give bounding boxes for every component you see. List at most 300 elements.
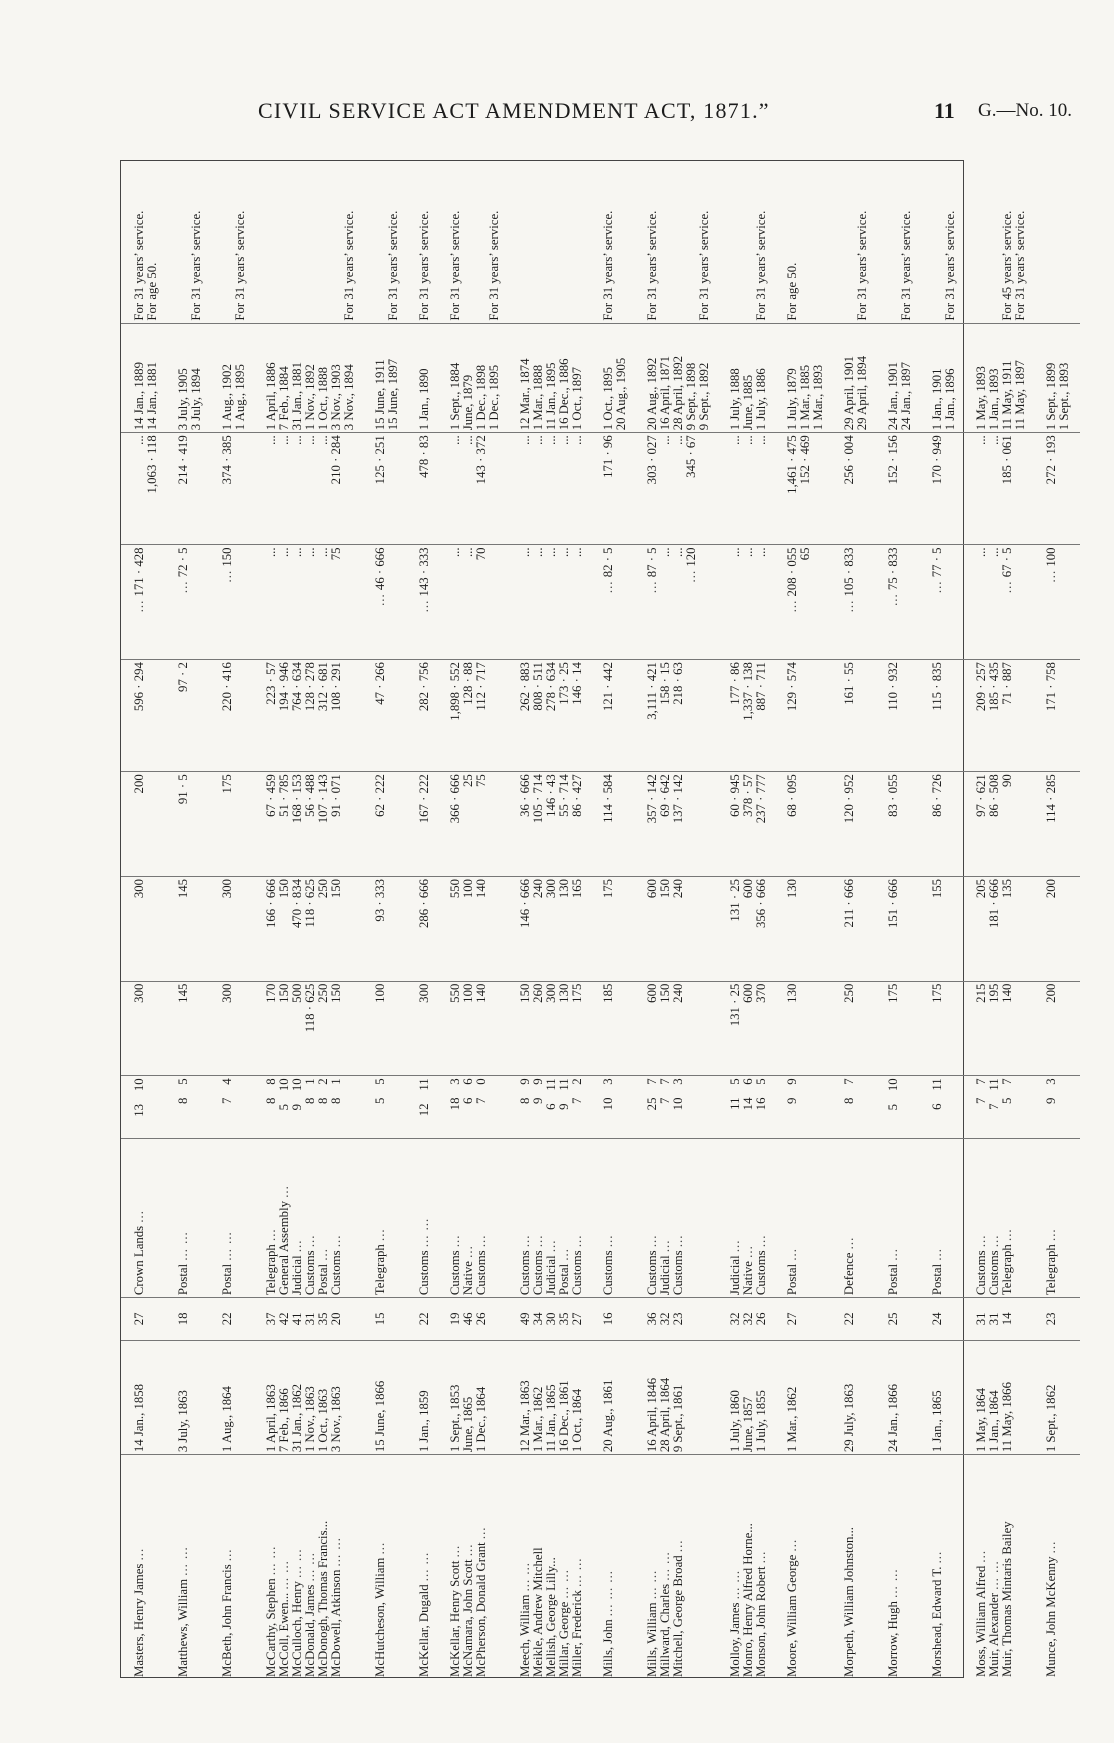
table-line [330, 547, 343, 657]
annuity-cell [409, 545, 440, 660]
age-at-appointment-text: 25 [886, 1312, 900, 1326]
department-cell [168, 1138, 212, 1298]
value-cell [593, 433, 637, 545]
age-at-appointment-cell [212, 1298, 256, 1340]
retirement-date-text: 1 Jan., 1890 [417, 368, 431, 431]
officer-name-text: Mills, John [601, 1619, 615, 1677]
table-line [799, 163, 812, 321]
register-row-group [966, 161, 1036, 1679]
leader-dots: ... [987, 1234, 1001, 1248]
leader-dots: ... [132, 1210, 146, 1223]
value-text: ... [303, 435, 317, 445]
age-at-appointment-text: 32 [658, 1312, 672, 1326]
annuity-text: 105 · 833 [842, 547, 856, 597]
leader-dots: ... ... ... [601, 1569, 615, 1617]
service-months-text: 3 [1044, 1078, 1058, 1085]
table-line [532, 163, 545, 321]
table-line [602, 1457, 615, 1677]
date-of-appointment-cell [878, 1340, 922, 1455]
table-line [488, 1141, 501, 1296]
department-text: Customs [974, 1250, 988, 1296]
table-line [488, 984, 501, 1074]
officer-name-text: Mitchell, George Broad [671, 1555, 685, 1677]
compensation-text: 137 · 142 [671, 774, 685, 824]
average-salary-text: 205 [974, 878, 988, 899]
date-of-appointment-cell [256, 1340, 365, 1455]
average-salary-text: 131 · 25 [728, 878, 742, 922]
compensation-text: 175 [220, 774, 234, 794]
retirement-date-cell [777, 323, 834, 433]
table-line [843, 547, 856, 657]
salary-text: 150 [658, 983, 672, 1003]
table-line [519, 547, 532, 657]
table-line [418, 435, 431, 542]
salary-cell [440, 981, 510, 1076]
table-line [856, 1078, 869, 1135]
table-line [1014, 662, 1027, 769]
table-line [755, 1141, 768, 1296]
leader-dots: ... [645, 1234, 659, 1248]
department-text: Customs [303, 1250, 317, 1296]
table-line [558, 435, 571, 542]
table-line [1058, 435, 1071, 542]
table-line [698, 326, 711, 431]
age-at-appointment-text: 41 [290, 1312, 304, 1326]
table-line [317, 547, 330, 657]
officer-name-text: McNamara, John Scott [461, 1559, 475, 1677]
salary-cell [834, 981, 878, 1076]
compensation-text: 51 · 785 [277, 774, 291, 817]
table-line [698, 1343, 711, 1453]
average-salary-cell [878, 876, 922, 981]
retirement-date-text: 16 April, 1871 [658, 355, 672, 431]
compensation-text: 237 · 777 [754, 774, 768, 824]
table-line [900, 547, 913, 657]
table-line [488, 1300, 501, 1337]
retirement-date-cell [878, 323, 922, 433]
date-of-appointment-text: 1 Sept., 1862 [1044, 1384, 1058, 1453]
contribution-text: 808 · 511 [531, 662, 545, 711]
value-cell [966, 433, 1036, 545]
leader-dots: ... [741, 1245, 755, 1258]
table-line [190, 984, 203, 1074]
table-line [931, 879, 944, 979]
annuity-text: 82 · 5 [601, 547, 615, 578]
salary-text: 175 [570, 983, 584, 1003]
table-line [615, 1343, 628, 1453]
salary-text: 130 [785, 983, 799, 1003]
officer-name-text: Mills, William [645, 1602, 659, 1677]
salary-text: 240 [671, 983, 685, 1003]
retirement-date-text: 1 Mar., 1893 [811, 364, 825, 431]
officer-name-text: Muir, Alexander [987, 1592, 1001, 1677]
table-line [799, 1300, 812, 1337]
table-line [475, 1457, 488, 1677]
register-row-group [510, 161, 593, 1679]
department-text: General Assembly [277, 1200, 291, 1296]
retirement-date-text: 1 Sept., 1899 [1044, 362, 1058, 431]
officer-name-text: McKellar, Dugald [417, 1584, 431, 1677]
leader-dots: ... ... [417, 1217, 431, 1248]
table-line [343, 879, 356, 979]
age-at-appointment-text: 31 [974, 1312, 988, 1326]
leader-dots: ... [474, 1526, 488, 1540]
table-line [944, 984, 957, 1074]
age-at-appointment-text: 32 [741, 1312, 755, 1326]
table-line [1014, 879, 1027, 979]
department-text: Crown Lands [132, 1225, 146, 1296]
table-line [685, 547, 698, 657]
annuity-cell [966, 545, 1036, 660]
value-cell [440, 433, 510, 545]
compensation-text: 91 · 5 [176, 774, 190, 805]
date-of-appointment-text: June, 1857 [741, 1396, 755, 1453]
table-line [1001, 774, 1014, 874]
service-months-text: 6 [461, 1078, 475, 1085]
date-of-appointment-text: 16 Dec., 1861 [557, 1380, 571, 1453]
contribution-text: 115 · 835 [930, 662, 944, 711]
table-line [944, 1141, 957, 1296]
table-line [278, 163, 291, 321]
table-line [887, 547, 900, 657]
table-line [698, 435, 711, 542]
retirement-date-text: 1 Nov., 1892 [303, 364, 317, 431]
table-line [1058, 774, 1071, 874]
table-line [755, 662, 768, 769]
remark-cell [720, 161, 777, 323]
service-years-text: 8 [329, 1097, 343, 1104]
age-at-appointment-text: 22 [417, 1312, 431, 1326]
value-cell [922, 433, 966, 545]
service-years-text: 8 [316, 1097, 330, 1104]
remark-text: For 31 years’ service. [943, 210, 957, 321]
annuity-text: ... [531, 547, 545, 558]
table-line [330, 984, 343, 1074]
average-salary-cell [409, 876, 440, 981]
contribution-text: 223 · 57 [264, 662, 278, 705]
department-text: Postal [176, 1263, 190, 1296]
table-line [291, 163, 304, 321]
table-line [755, 774, 768, 874]
table-line [856, 1343, 869, 1453]
officer-name-cell [256, 1455, 365, 1679]
value-text: 170 · 949 [930, 435, 944, 485]
table-line [265, 435, 278, 542]
compensation-cell [834, 772, 878, 877]
department-text: Customs [671, 1250, 685, 1296]
compensation-text: 75 [474, 774, 488, 788]
value-text: 214 · 419 [176, 435, 190, 485]
table-line [343, 1343, 356, 1453]
date-of-appointment-text: 11 May, 1866 [1000, 1382, 1014, 1453]
age-at-appointment-text: 32 [728, 1312, 742, 1326]
compensation-text: 68 · 095 [785, 774, 799, 817]
compensation-cell [256, 772, 365, 877]
service-months-text: 10 [290, 1078, 304, 1092]
leader-dots: ... [570, 1234, 584, 1248]
average-salary-text: 155 [930, 878, 944, 899]
table-line [234, 163, 247, 321]
value-text: ... [658, 435, 672, 445]
table-line [843, 435, 856, 542]
officer-name-cell [121, 1455, 168, 1679]
retirement-date-cell [720, 323, 777, 433]
table-line [234, 879, 247, 979]
service-months-text: 5 [728, 1078, 742, 1085]
table-line [278, 435, 291, 542]
leader-dots: ... ... [658, 1551, 672, 1581]
table-line [672, 662, 685, 769]
table-line [190, 1078, 203, 1135]
table-line [190, 1300, 203, 1337]
table-line [602, 547, 615, 657]
table-line [146, 774, 159, 874]
table-line [234, 1457, 247, 1677]
annuity-text: 77 · 5 [930, 547, 944, 578]
compensation-cell [409, 772, 440, 877]
table-line [190, 1141, 203, 1296]
average-salary-text: 150 [658, 878, 672, 899]
table-line [843, 774, 856, 874]
annuity-text: ... [754, 547, 768, 558]
table-line [304, 163, 317, 321]
service-months-text: 10 [277, 1078, 291, 1092]
table-line [177, 1300, 190, 1337]
table-line [221, 774, 234, 874]
department-cell [365, 1138, 409, 1298]
annuity-text: 70 [474, 547, 488, 561]
age-at-appointment-text: 14 [1000, 1312, 1014, 1326]
table-line [291, 435, 304, 542]
leader-dots: ... ... [645, 1569, 659, 1600]
average-salary-text: 356 · 666 [754, 878, 768, 928]
table-line [786, 774, 799, 874]
table-line [387, 1078, 400, 1135]
table-line [1001, 1343, 1014, 1453]
value-text: ... [974, 435, 988, 445]
remark-cell [510, 161, 593, 323]
value-cell [168, 433, 212, 545]
officer-name-cell [409, 1455, 440, 1679]
leader-dots: ... [842, 1236, 856, 1250]
average-salary-text: 145 [176, 878, 190, 899]
table-line [975, 435, 988, 542]
service-years-text: 10 [601, 1097, 615, 1111]
table-line [387, 1300, 400, 1337]
table-line [755, 1457, 768, 1677]
date-of-appointment-text: 1 Jan., 1865 [930, 1390, 944, 1453]
officer-name-text: McCulloch, Henry [290, 1581, 304, 1677]
annuity-text: ... [974, 547, 988, 558]
average-salary-text: 600 [645, 878, 659, 899]
contribution-text: 282 · 756 [417, 662, 431, 712]
table-line [602, 984, 615, 1074]
table-line [615, 1300, 628, 1337]
retirement-date-text: 14 Jan., 1881 [145, 362, 159, 431]
department-cell [440, 1138, 510, 1298]
table-line [685, 435, 698, 542]
table-line [672, 879, 685, 979]
officer-name-text: Meikle, Andrew Mitchell [531, 1547, 545, 1677]
table-line [944, 326, 957, 431]
table-line [812, 662, 825, 769]
officer-name-cell [834, 1455, 878, 1679]
table-line [786, 1457, 799, 1677]
table-line [190, 1457, 203, 1677]
date-of-appointment-text: 28 April, 1864 [658, 1377, 672, 1453]
average-salary-cell [922, 876, 966, 981]
retirement-date-text: 12 Mar., 1874 [518, 358, 532, 431]
table-line [944, 879, 957, 979]
table-line [418, 326, 431, 431]
table-line [1045, 163, 1058, 321]
register-row-group [720, 161, 777, 1679]
date-of-appointment-text: 1 Oct., 1863 [316, 1388, 330, 1453]
remark-text: For 31 years’ service. [189, 210, 203, 321]
leader-dots: ... [684, 569, 698, 583]
department-text: Postal [316, 1263, 330, 1296]
officer-name-text: Millward, Charles [658, 1583, 672, 1677]
salary-text: 600 [741, 983, 755, 1003]
leader-dots: ... [264, 1228, 278, 1241]
average-salary-text: 300 [220, 878, 234, 899]
average-salary-text: 135 [1000, 878, 1014, 899]
remark-cell [256, 161, 365, 323]
department-text: Customs [448, 1250, 462, 1296]
annuity-text: ... [264, 547, 278, 558]
table-line [234, 1300, 247, 1337]
table-line [343, 435, 356, 542]
retirement-date-text: 31 Jan., 1881 [290, 362, 304, 431]
table-line [571, 879, 584, 979]
leader-dots: ... [658, 1239, 672, 1253]
table-line [1014, 1457, 1027, 1677]
officer-name-text: McDowell, Atkinson [329, 1569, 343, 1677]
date-of-appointment-text: 3 Nov., 1863 [329, 1386, 343, 1453]
annuity-cell [593, 545, 637, 660]
contribution-cell [256, 660, 365, 772]
register-row-group [409, 161, 440, 1679]
leader-dots: ... [461, 1543, 475, 1557]
table-line [304, 435, 317, 542]
remark-text: For 31 years’ service. [754, 210, 768, 321]
table-line [659, 163, 672, 321]
contribution-text: 128 · 88 [461, 662, 475, 705]
compensation-text: 56 · 488 [303, 774, 317, 817]
table-line [729, 547, 742, 657]
service-months-text: 7 [1000, 1078, 1014, 1085]
service-months-text: 4 [220, 1078, 234, 1085]
average-salary-cell [510, 876, 593, 981]
officer-name-cell [212, 1455, 256, 1679]
contribution-text: 71 · 887 [1000, 662, 1014, 705]
table-line [488, 326, 501, 431]
remark-text: For age 50. [785, 262, 799, 321]
value-text: ... [264, 435, 278, 445]
average-salary-text: 240 [671, 878, 685, 899]
department-cell [409, 1138, 440, 1298]
officer-name-cell [593, 1455, 637, 1679]
service-years-text: 6 [544, 1103, 558, 1110]
table-line [1001, 1300, 1014, 1337]
compensation-text: 378 · 57 [741, 774, 755, 817]
table-line [1045, 774, 1058, 874]
table-line [1045, 547, 1058, 657]
service-months-text: 0 [474, 1078, 488, 1085]
department-cell [637, 1138, 720, 1298]
annuity-text: ... [277, 547, 291, 558]
value-text: 303 · 027 [645, 435, 659, 485]
average-salary-text: 140 [474, 878, 488, 899]
date-of-appointment-cell [922, 1340, 966, 1455]
contribution-cell [440, 660, 510, 772]
officer-name-text: Miller, Frederick [570, 1590, 584, 1677]
table-line [931, 1343, 944, 1453]
table-line [475, 662, 488, 769]
table-line [799, 1457, 812, 1677]
department-text: Judicial [728, 1255, 742, 1296]
leader-dots: ... ... [329, 1537, 343, 1567]
value-cell [365, 433, 409, 545]
service-years-cell [365, 1076, 409, 1138]
retirement-date-cell [256, 323, 365, 433]
table-line [698, 774, 711, 874]
value-text: ... [570, 435, 584, 445]
table-line [1045, 1343, 1058, 1453]
table-line [799, 662, 812, 769]
compensation-text: 146 · 43 [544, 774, 558, 817]
leader-dots: ... [785, 599, 799, 613]
average-salary-text: 165 [570, 878, 584, 899]
table-line [488, 879, 501, 979]
annuity-text: 120 [684, 547, 698, 567]
table-line [602, 1300, 615, 1337]
contribution-text: 108 · 291 [329, 662, 343, 712]
table-line [317, 163, 330, 321]
leader-dots: ... [1044, 1540, 1058, 1554]
contribution-cell [409, 660, 440, 772]
table-line [234, 1343, 247, 1453]
annuity-text: ... [448, 547, 462, 558]
officer-name-text: Monro, Henry Alfred Horne... [741, 1523, 755, 1677]
table-line [475, 1343, 488, 1453]
table-line [602, 879, 615, 979]
value-text: 345 · 67 [684, 435, 698, 478]
table-line [944, 1078, 957, 1135]
table-line [146, 879, 159, 979]
table-line [698, 1300, 711, 1337]
remark-text: For age 50. [145, 262, 159, 321]
register-row-group [121, 161, 168, 1679]
compensation-text: 200 [132, 774, 146, 794]
retirement-date-text: 11 Jan., 1895 [544, 362, 558, 431]
table-line [1058, 1078, 1071, 1135]
table-line [900, 1300, 913, 1337]
department-cell [510, 1138, 593, 1298]
table-line [488, 1457, 501, 1677]
table-line [1014, 984, 1027, 1074]
department-cell [593, 1138, 637, 1298]
contribution-cell [637, 660, 720, 772]
retirement-date-text: 1 July, 1886 [754, 368, 768, 431]
table-line [133, 879, 146, 979]
department-text: Customs [645, 1250, 659, 1296]
table-line [1001, 1141, 1014, 1296]
remark-text: For 31 years’ service. [601, 210, 615, 321]
retirement-date-text: 11 May, 1911 [1000, 360, 1014, 431]
leader-dots: ... [930, 580, 944, 594]
retirement-date-cell [966, 323, 1036, 433]
